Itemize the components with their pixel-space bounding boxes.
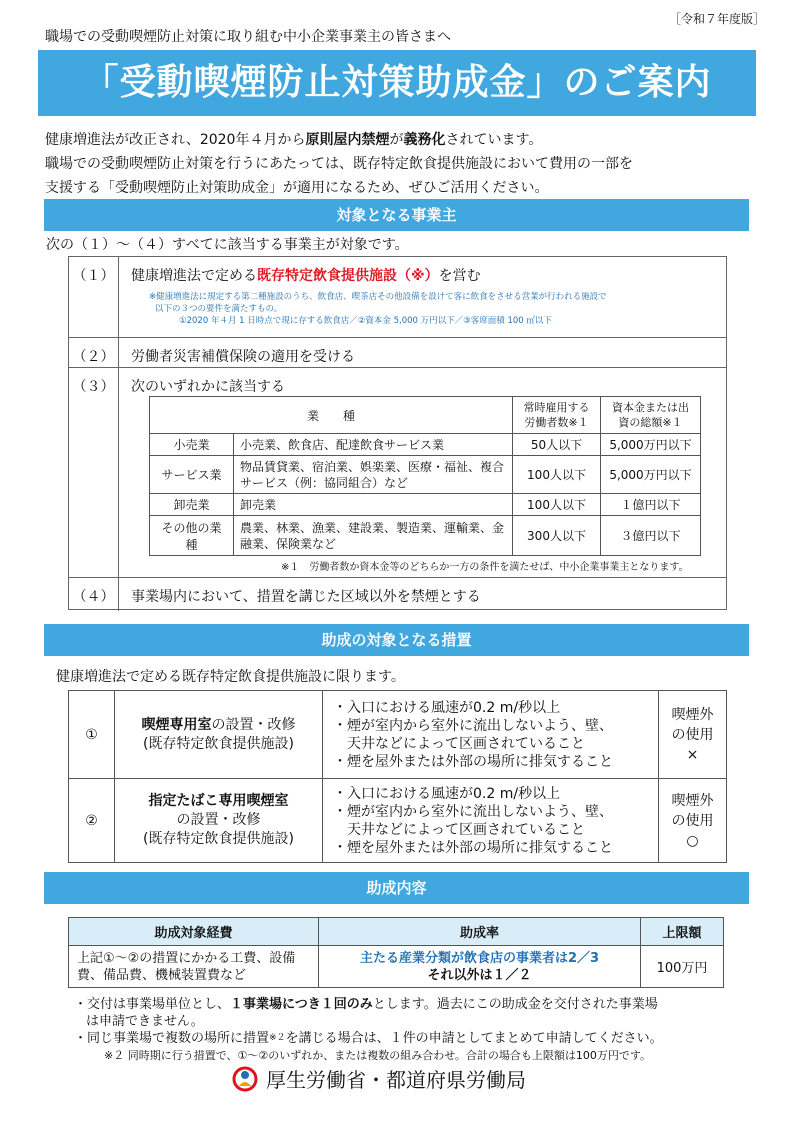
subsidy-table: 助成対象経費 助成率 上限額 上記①～②の措置にかかる工費、設備費、備品費、機械装置費など 主たる産業分類が飲食店の事業者は2／3 それ以外は１／２ 100万円: [68, 917, 724, 988]
table-row: 卸売業 卸売業 100人以下 １億円以下: [150, 494, 701, 516]
eligibility-lead: 次の（１）～（４）すべてに該当する事業主が対象です。: [46, 237, 409, 253]
requirement-2: （２） 労働者災害補償保険の適用を受ける: [69, 337, 726, 367]
intro-text: 健康増進法が改正され、2020年４月から原則屋内禁煙が義務化されています。 職場での受動喫煙防止対策を行うにあたっては、既存特定飲食提供施設において費用の一部を 支援する「受動喫煙防止対策助成金」が適用になるため、ぜひご活用ください。: [45, 132, 633, 196]
measures-table: [68, 690, 727, 863]
ministry-logo-icon: [232, 1066, 258, 1092]
audience-line: 職場での受動喫煙防止対策に取り組む中小企業事業主の皆さまへ: [45, 29, 451, 45]
ministry-footer: 厚生労働省・都道府県労働局: [232, 1064, 526, 1093]
section-band-eligible-employers: 対象となる事業主: [44, 199, 749, 231]
measures-lead: 健康増進法で定める既存特定飲食提供施設に限ります。: [56, 669, 405, 685]
table-row: サービス業 物品賃貸業、宿泊業、娯楽業、医療・福祉、複合サービス（例：協同組合）など 100人以下 5,000万円以下: [150, 456, 701, 494]
business-size-table: 業 種 常時雇用する労働者数※１ 資本金または出資の総額※１ 小売業 小売業、飲食店、配達飲食サービス業 50人以下 5,000万円以下 サービス業 物品賃貸業、宿泊業、娯楽業、医療・福祉、複合サービス（例：協同組合）など 100人以下 5,000万円以下 卸売業 卸売業 100人以下 １億円以下 その他の業種 農業、林業、漁業、建設業、製造業、運輸業、金融業、保険業など 300人以下 ３億円以下: [149, 396, 701, 556]
requirement-4: （４） 事業場内において、措置を講じた区域以外を禁煙とする: [69, 577, 726, 611]
table-row: ② 指定たばこ専用喫煙室 の設置・改修 (既存特定飲食提供施設) ・入口における風速が0.2 m/秒以上 ・煙が室内から室外に流出しないよう、壁、 天井などによって区画されていること ・煙を屋外または外部の場所に排気すること 喫煙外の使用 ○: [69, 779, 727, 863]
notes: ・交付は事業場単位とし、１事業場につき１回のみとします。過去にこの助成金を交付された事業場 は申請できません。 ・同じ事業場で複数の場所に措置$^{※2}$を講じる場合は、１件の申請としてまとめて申請してください。 ※２ 同時期に行う措置で、①～②のいずれか、または複数の組み合わせ。合計の場合も上限額は100万円です。: [74, 997, 663, 1062]
table-footnote: ※１ 労働者数か資本金等のどちらか一方の条件を満たせば、中小企業事業主となります。: [281, 562, 689, 573]
table-row: ① 喫煙専用室の設置・改修 (既存特定飲食提供施設) ・入口における風速が0.2 m/秒以上 ・煙が室内から室外に流出しないよう、壁、 天井などによって区画されていること ・煙を屋外または外部の場所に排気すること 喫煙外の使用 ×: [69, 691, 727, 779]
edition-label: ［令和７年度版］: [668, 12, 765, 26]
requirement-1: （１） 健康増進法で定める既存特定飲食提供施設（※）を営む ※健康増進法に規定する第二種施設のうち、飲食店、喫茶店その他設備を設けて客に飲食をさせる営業が行われる施設で 以下の３つの要件を満たすもの。 ①2020 年４月 1 日時点で現に存する飲食店／②資本金 5,000 万円以下／③客席面積 100 ㎡以下: [69, 257, 726, 337]
page-title: 「受動喫煙防止対策助成金」のご案内: [38, 50, 756, 116]
table-row: 小売業 小売業、飲食店、配達飲食サービス業 50人以下 5,000万円以下: [150, 434, 701, 456]
table-row: その他の業種 農業、林業、漁業、建設業、製造業、運輸業、金融業、保険業など 300人以下 ３億円以下: [150, 516, 701, 556]
section-band-measures: 助成の対象となる措置: [44, 624, 749, 656]
table-row: 上記①～②の措置にかかる工費、設備費、備品費、機械装置費など 主たる産業分類が飲食店の事業者は2／3 それ以外は１／２ 100万円: [69, 946, 724, 988]
requirement-3: （３） 次のいずれかに該当する 業 種 常時雇用する労働者数※１ 資本金または出資の総額※１ 小売業 小売業、飲食店、配達飲食サービス業 50人以下 5,000万円以下 サービス業 物品賃貸業、宿泊業、娯楽業、医療・福祉、複合サービス（例：協同組合）など 100人以下 5,000万円以下 卸売業 卸売業 100人以下 １億円以下 その他の業種 農業、林業、漁業、建設業、製造業、運輸業、金融業、保険業など 300人以下 ３億円以下 ※１ 労働者数か資本金等のどちらか一方の条件を満たせば、中小企業事業主となります。: [69, 367, 726, 577]
section-band-subsidy: 助成内容: [44, 872, 749, 904]
requirements-box: [68, 256, 727, 610]
facility-note: ※健康増進法に規定する第二種施設のうち、飲食店、喫茶店その他設備を設けて客に飲食をさせる営業が行われる施設で 以下の３つの要件を満たすもの。 ①2020 年４月 1 日時点で現に存する飲食店／②資本金 5,000 万円以下／③客席面積 100 ㎡以下: [149, 292, 607, 326]
